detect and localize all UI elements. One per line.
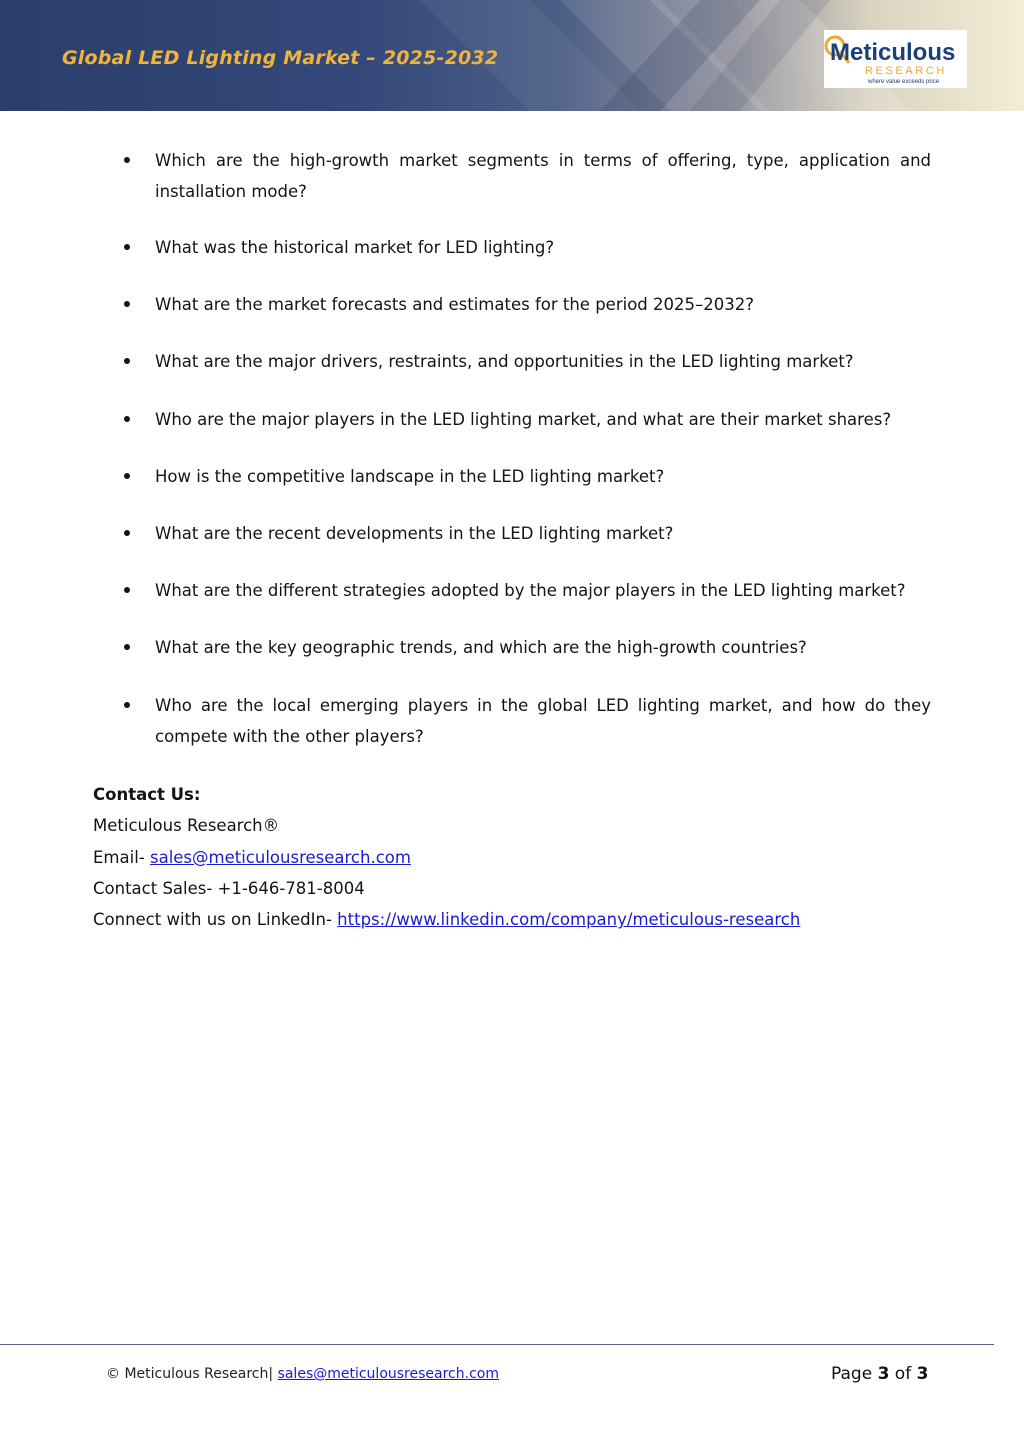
svg-text:where value exceeds price: where value exceeds price [868, 79, 940, 85]
list-item: What are the market forecasts and estimates for the period 2025–2032? [155, 295, 755, 314]
list-item: What are the recent developments in the LED lighting market? [155, 524, 674, 543]
company-name: Meticulous Research® [93, 816, 280, 836]
copyright-text: © Meticulous Research| [106, 1366, 278, 1382]
footer-divider [0, 1344, 994, 1345]
list-item: What are the key geographic trends, and which are the high-growth countries? [155, 638, 807, 657]
bullet-icon [124, 632, 134, 642]
bullet-icon [124, 690, 134, 700]
bullet-icon [124, 289, 134, 299]
meticulous-research-logo [824, 30, 967, 88]
of-word: of [889, 1364, 917, 1384]
bullet-icon [124, 232, 134, 242]
footer-email-link[interactable]: sales@meticulousresearch.com [277, 1366, 499, 1382]
list-item: What are the major drivers, restraints, and opportunities in the LED lighting market? [155, 352, 854, 371]
page-current: 3 [877, 1364, 890, 1384]
contact-section [93, 779, 953, 935]
linkedin-label: Connect with us on LinkedIn- [93, 910, 338, 930]
bullet-icon [124, 575, 134, 585]
bullet-icon [124, 145, 134, 155]
bullet-icon [124, 404, 134, 414]
document-title: Global LED Lighting Market – 2025-2032 [62, 47, 499, 69]
phone-line: Contact Sales- +1-646-781-8004 [93, 878, 365, 898]
bullet-icon [124, 346, 134, 356]
linkedin-link[interactable]: https://www.linkedin.com/company/meticulous-research [337, 910, 801, 930]
contact-heading: Contact Us: [93, 785, 201, 804]
list-item: What are the different strategies adopted by the major players in the LED lighting market? [155, 581, 906, 600]
page-number [831, 1364, 928, 1384]
linkedin-line [93, 904, 953, 935]
bullet-icon [124, 518, 134, 528]
list-item: Which are the high-growth market segments in terms of offering, type, application and installation mode? [155, 151, 931, 201]
page-header [0, 0, 1024, 111]
footer-copyright [106, 1366, 499, 1382]
email-link[interactable]: sales@meticulousresearch.com [149, 847, 411, 867]
list-item: Who are the major players in the LED lighting market, and what are their market shares? [155, 410, 892, 429]
list-item: How is the competitive landscape in the LED lighting market? [155, 467, 665, 486]
email-label: Email- [93, 847, 150, 867]
list-item: What was the historical market for LED lighting? [155, 238, 555, 257]
page-word: Page [831, 1364, 878, 1384]
svg-text:Meticulous: Meticulous [830, 39, 956, 66]
svg-text:RESEARCH: RESEARCH [865, 65, 947, 77]
list-item: Who are the local emerging players in the global LED lighting market, and how do they compete with the other players? [155, 696, 931, 746]
email-line [93, 842, 953, 873]
page-total: 3 [916, 1364, 929, 1384]
bullet-icon [124, 461, 134, 471]
